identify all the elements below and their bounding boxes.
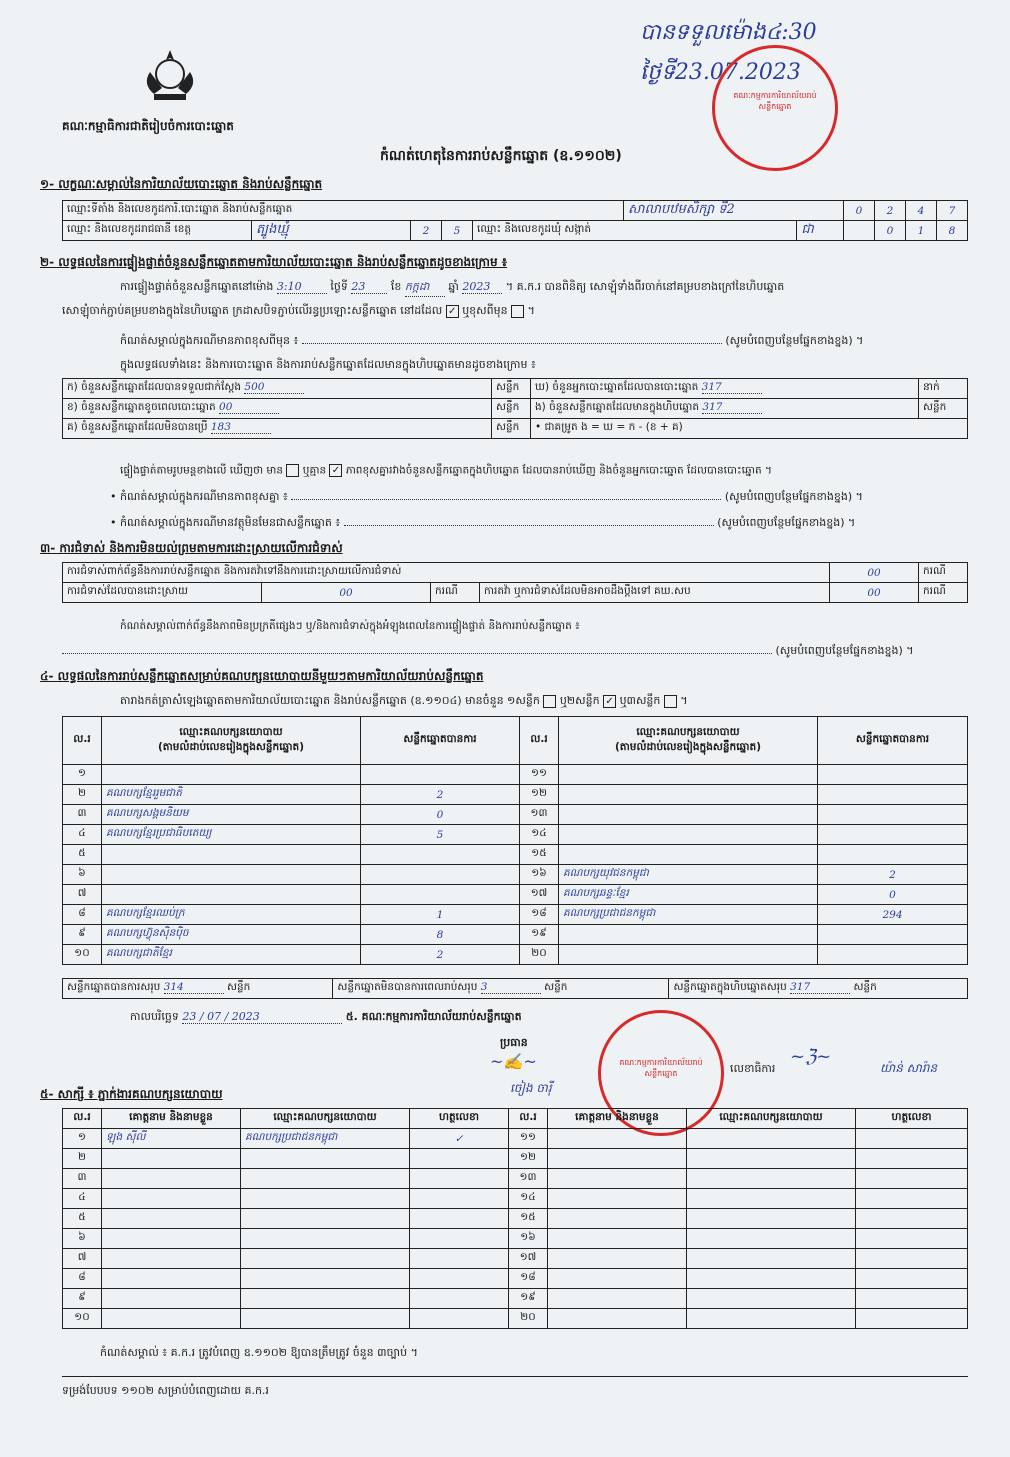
witness-name-right (548, 1229, 687, 1249)
party-votes-right: 2 (818, 865, 968, 885)
witness-no-right: ១១ (509, 1129, 548, 1149)
witness-row (63, 1149, 968, 1169)
party-row (63, 925, 968, 945)
check-time-label: ការផ្ទៀងផ្ទាត់ចំនួនសន្លឹកឆ្នោតនៅម៉ោង (120, 280, 274, 293)
two-sheets-checkbox[interactable]: ✓ (603, 695, 616, 708)
section1-title: ១- លក្ខណៈសម្គាល់នៃការិយាល័យបោះឆ្នោត និងរាប់សន្លឹកឆ្នោត (40, 177, 323, 191)
witness-name-left (102, 1269, 241, 1289)
location-code-2: 2 (875, 201, 906, 221)
chair-label: ប្រធាន (500, 1036, 528, 1049)
witness-party-left (241, 1189, 410, 1209)
party-votes-left (361, 845, 520, 865)
different-label: ឬខុសពីមុន (462, 304, 508, 317)
check-line-1-tail: ។ គ.ក.រ បានពិនិត្យ សោឡុំទាំងពីរចាក់នៅគម្របខាងក្រៅនៃហិបឆ្នោត (505, 280, 785, 293)
date-line (130, 1010, 522, 1026)
irregularity-field[interactable] (62, 653, 772, 654)
bullet-1-field[interactable] (291, 499, 721, 500)
party-votes-left: 8 (361, 925, 520, 945)
witness-no-right: ២០ (509, 1309, 548, 1329)
bullet-2-hint: (សូមបំពេញបន្ថែមផ្នែកខាងខ្នង) ។ (717, 516, 856, 529)
party-no-left: ៧ (63, 885, 102, 905)
party-no-left: ១០ (63, 945, 102, 965)
col-party-right: ឈ្មោះគណបក្សនយោបាយ (តាមលំដាប់លេខរៀងក្នុងសន្លឹកឆ្នោត) (559, 717, 818, 765)
witness-no-left: ១ (63, 1129, 102, 1149)
day-label: ថ្ងៃទី (330, 280, 348, 293)
discrepancy-tail: ភាពខុសគ្នារវាងចំនួនសន្លឹកឆ្នោតក្នុងហិបឆ្នោត ដែលបានរាប់ឃើញ និងចំនួនអ្នកបោះឆ្នោត ដែលបានបោះឆ្នោត ។ (345, 464, 772, 477)
party-no-left: ២ (63, 785, 102, 805)
witness-row (63, 1229, 968, 1249)
witness-name-left (102, 1209, 241, 1229)
witness-party-right (687, 1289, 856, 1309)
objection-table (62, 562, 968, 603)
party-name-left (102, 865, 361, 885)
discrepancy-none-label: ឬគ្មាន (302, 464, 327, 477)
commune-label: ឈ្មោះ និងលេខកូដឃុំ សង្កាត់ (473, 221, 797, 241)
witness-signature-left (410, 1289, 509, 1309)
difference-note-line (120, 334, 863, 350)
col-party-left: ឈ្មោះគណបក្សនយោបាយ (តាមលំដាប់លេខរៀងក្នុងសន្លឹកឆ្នោត) (102, 717, 361, 765)
party-no-right: ១៣ (520, 805, 559, 825)
witness-no-right: ១៦ (509, 1229, 548, 1249)
results-intro: ក្នុងលទ្ធផលទាំងនេះ និងការបោះឆ្នោត និងការរាប់សន្លឹកឆ្នោតដែលមានក្នុងហិបឆ្នោតមានដូចខាងក្រោម ៖ (120, 358, 536, 371)
witness-signature-left (410, 1149, 509, 1169)
three-sheets-label: ឬ៣សន្លឹក (619, 694, 661, 707)
party-name-right (559, 805, 818, 825)
party-votes-left: 2 (361, 945, 520, 965)
witness-name-left (102, 1149, 241, 1169)
commune-code-3: 8 (937, 221, 968, 241)
col-no-left: ល.រ (63, 717, 102, 765)
witness-party-right (687, 1149, 856, 1169)
witness-col-party-left: ឈ្មោះគណបក្សនយោបាយ (241, 1109, 410, 1129)
province-label: ឈ្មោះ និងលេខកូដរាជធានី ខេត្ត (63, 221, 252, 241)
objection-unit: ករណី (919, 563, 968, 583)
discrepancy-label: ផ្ទៀងផ្ទាត់តាមរូបមន្តខាងលើ ឃើញថា មាន (120, 464, 284, 477)
invalid-total-value: 3 (481, 981, 541, 994)
date-value: 23 / 07 / 2023 (182, 1010, 342, 1024)
witness-party-left (241, 1209, 410, 1229)
witness-party-left (241, 1149, 410, 1169)
witness-name-left (102, 1309, 241, 1329)
box-unit: សន្លឹក (919, 399, 968, 419)
three-sheets-checkbox[interactable] (664, 695, 677, 708)
witness-signature-right (856, 1269, 968, 1289)
witness-signature-right (856, 1169, 968, 1189)
voters-unit: នាក់ (919, 379, 968, 399)
party-row (63, 845, 968, 865)
witness-signature-right (856, 1309, 968, 1329)
witness-party-left: គណបក្សប្រជាជនកម្ពុជា (241, 1129, 410, 1149)
witness-party-left (241, 1229, 410, 1249)
location-code-3: 4 (906, 201, 937, 221)
witness-name-right (548, 1169, 687, 1189)
witness-col-no-left: ល.រ (63, 1109, 102, 1129)
year-label: ឆ្នាំ (448, 280, 459, 293)
unused-ballots-value: 183 (211, 421, 271, 434)
witness-signature-left (410, 1269, 509, 1289)
party-votes-right (818, 765, 968, 785)
party-row (63, 945, 968, 965)
party-no-left: ៥ (63, 845, 102, 865)
witness-no-right: ១៨ (509, 1269, 548, 1289)
commune-code-1: 0 (875, 221, 906, 241)
party-name-left: គណបក្សខ្មែរឈប់ក្រ (102, 905, 361, 925)
witness-name-right (548, 1289, 687, 1309)
difference-note-hint: (សូមបំពេញបន្ថែមផ្នែកខាងខ្នង) ។ (725, 334, 864, 347)
footer-divider (62, 1376, 968, 1377)
location-code-4: 7 (937, 201, 968, 221)
party-no-left: ៣ (63, 805, 102, 825)
secretary-signature: ~ℨ~ (790, 1046, 832, 1067)
check-line-2-text: សោឡុំចាក់ភ្ជាប់គម្របខាងក្នុងនៃហិបឆ្នោត ក្រដាសបិទភ្ជាប់លើរន្ធប្រឡោះសន្លឹកឆ្នោត នៅដដែល (62, 304, 443, 317)
national-emblem-icon (140, 48, 200, 104)
discrepancy-none-checkbox[interactable]: ✓ (329, 464, 342, 477)
month-label: ខែ (390, 280, 402, 293)
witness-row (63, 1249, 968, 1269)
witness-no-left: ៨ (63, 1269, 102, 1289)
discrepancy-yes-checkbox[interactable] (286, 464, 299, 477)
witness-party-left (241, 1289, 410, 1309)
witness-signature-left (410, 1309, 509, 1329)
box-total: សន្លឹកឆ្នោតក្នុងហិបឆ្នោតសរុប 317 សន្លឹក (669, 979, 968, 999)
party-name-left: គណបក្សខ្មែររួមជាតិ (102, 785, 361, 805)
witness-signature-right (856, 1149, 968, 1169)
party-name-left (102, 845, 361, 865)
voters-count: ឃ) ចំនួនអ្នកបោះឆ្នោតដែលបានបោះឆ្នោត 317 (531, 379, 919, 399)
witness-col-name-left: គោត្តនាម និងនាមខ្លួន (102, 1109, 241, 1129)
check-month: កក្កដា (405, 280, 445, 297)
province-code-1: 2 (411, 221, 442, 241)
party-no-left: ៨ (63, 905, 102, 925)
witness-name-right (548, 1249, 687, 1269)
witness-signature-left (410, 1249, 509, 1269)
witness-signature-left (410, 1189, 509, 1209)
witness-name-right (548, 1309, 687, 1329)
witness-name-right (548, 1269, 687, 1289)
witness-no-right: ១៤ (509, 1189, 548, 1209)
witness-party-right (687, 1229, 856, 1249)
committee-label: ៥. គណៈកម្មការការិយាល័យរាប់សន្លឹកឆ្នោត (345, 1010, 522, 1023)
party-name-right (559, 925, 818, 945)
ballot-count-table (62, 378, 968, 439)
two-sheets-label: ឬ២សន្លឹក (559, 694, 600, 707)
party-row (63, 825, 968, 845)
party-votes-right (818, 805, 968, 825)
stamp-bottom-text: គណៈកម្មការការិយាល័យរាប់សន្លឹកឆ្នោត (619, 1058, 703, 1078)
witness-row (63, 1169, 968, 1189)
received-ballots: ក) ចំនួនសន្លឹកឆ្នោតដែលបានទទួលជាក់ស្តែង 500 (63, 379, 492, 399)
witness-name-left: ឡុង ស៊ីលី (102, 1129, 241, 1149)
chair-signature: ~✍~ (490, 1052, 537, 1071)
party-name-right: គណបក្សយុវជនកម្ពុជា (559, 865, 818, 885)
chair-name: ចៀង ចារ៉ី (510, 1081, 552, 1095)
witness-name-right (548, 1209, 687, 1229)
valid-total-value: 314 (164, 981, 224, 994)
party-votes-right: 294 (818, 905, 968, 925)
one-sheet-checkbox[interactable] (543, 695, 556, 708)
party-votes-left (361, 765, 520, 785)
witness-col-sign-left: ហត្ថលេខា (410, 1109, 509, 1129)
witness-col-party-right: ឈ្មោះគណបក្សនយោបាយ (687, 1109, 856, 1129)
witness-party-left (241, 1169, 410, 1189)
witness-signature-left (410, 1169, 509, 1189)
witness-name-left (102, 1289, 241, 1309)
witness-name-left (102, 1249, 241, 1269)
witness-party-left (241, 1269, 410, 1289)
witness-no-left: ២ (63, 1149, 102, 1169)
same-checkbox[interactable]: ✓ (446, 305, 459, 318)
witness-row (63, 1309, 968, 1329)
irregularity-line (62, 644, 914, 660)
party-votes-left: 1 (361, 905, 520, 925)
party-name-left: គណបក្សសង្គមនិយម (102, 805, 361, 825)
province-code-2: 5 (442, 221, 473, 241)
footer-note: កំណត់សម្គាល់ ៖ គ.ក.រ ត្រូវបំពេញ ឧ.១១០២ ឱ្យបានត្រឹមត្រូវ ចំនួន ៣ច្បាប់ ។ (100, 1346, 418, 1359)
party-row (63, 805, 968, 825)
party-row (63, 905, 968, 925)
bullet-1 (110, 490, 863, 506)
party-no-right: ២០ (520, 945, 559, 965)
form-footer: ទម្រង់បែបបទ ១១០២ សម្រាប់បំពេញដោយ គ.ក.រ (62, 1384, 269, 1397)
witness-signature-left (410, 1209, 509, 1229)
witness-row (63, 1269, 968, 1289)
bullet-2-field[interactable] (344, 525, 714, 526)
witness-name-left (102, 1229, 241, 1249)
section1-table (62, 200, 968, 241)
witness-no-left: ៧ (63, 1249, 102, 1269)
discrepancy-line (120, 464, 772, 480)
handwritten-received-date: ថ្ងៃទី23.07.2023 (640, 60, 801, 85)
party-results-table (62, 716, 968, 965)
box-ballots-value: 317 (702, 401, 762, 414)
bullet-1-hint: (សូមបំពេញបន្ថែមផ្នែកខាងខ្នង) ។ (724, 490, 863, 503)
resolved-label: ការជំទាស់ដែលបានដោះស្រាយ (63, 583, 262, 603)
province-value: ត្បូងឃ្មុំ (252, 221, 411, 241)
party-votes-left (361, 865, 520, 885)
tally-sheet-label: តារាងកត់ត្រាសំឡេងឆ្នោតតាមការិយាល័យបោះឆ្នោត និងរាប់សន្លឹកឆ្នោត (ឧ.១១០៤) មានចំនួន ១សន្លឹក (120, 694, 540, 707)
witness-signature-right (856, 1289, 968, 1309)
party-votes-left: 0 (361, 805, 520, 825)
box-total-value: 317 (790, 981, 850, 994)
party-name-left: គណបក្សហ៊្វុនស៊ិនប៉ិច (102, 925, 361, 945)
valid-total: សន្លឹកឆ្នោតបានការសរុប 314 សន្លឹក (63, 979, 333, 999)
party-row (63, 885, 968, 905)
handwritten-received-time: បានទទួលម៉ោង៤:30 (640, 20, 817, 45)
secretary-name: យ៉ាន់ សារ៉ាន (880, 1061, 938, 1075)
appeal-label: ការតវ៉ា ឬការជំទាស់ដែលមិនអាចដឹងប្តឹងទៅ គឃ.សប (480, 583, 830, 603)
party-no-left: ៩ (63, 925, 102, 945)
appeal-value: 00 (830, 583, 919, 603)
witness-signature-right (856, 1209, 968, 1229)
resolved-value: 00 (262, 583, 431, 603)
party-no-left: ៦ (63, 865, 102, 885)
witness-party-right (687, 1309, 856, 1329)
official-stamp-top (712, 45, 838, 171)
appeal-unit: ករណី (919, 583, 968, 603)
witness-party-left (241, 1249, 410, 1269)
party-name-right (559, 785, 818, 805)
party-no-left: ១ (63, 765, 102, 785)
witness-col-no-right: ល.រ (509, 1109, 548, 1129)
col-no-right: ល.រ (520, 717, 559, 765)
section5-title: ៥- សាក្សី ៖ ភ្នាក់ងារគណបក្សនយោបាយ (40, 1087, 223, 1101)
committee-name: គណៈកម្មាធិការជាតិរៀបចំការបោះឆ្នោត (62, 119, 234, 133)
tally-sheet-line: តារាងកត់ត្រាសំឡេងឆ្នោតតាមការិយាល័យបោះឆ្នោត និងរាប់សន្លឹកឆ្នោត (ឧ.១១០៤) មានចំនួន ១សន្លឹក ឬ២សន្លឹក ✓ ឬ៣សន្លឹក ។ (120, 694, 688, 707)
witness-signature-left (410, 1229, 509, 1249)
received-ballots-value: 500 (244, 381, 304, 394)
commune-code-blank (844, 221, 875, 241)
date-label: កាលបរិច្ឆេទ (130, 1010, 179, 1023)
witness-name-left (102, 1169, 241, 1189)
party-no-right: ១១ (520, 765, 559, 785)
witness-name-right (548, 1189, 687, 1209)
witness-name-right (548, 1149, 687, 1169)
irregularity-note: កំណត់សម្គាល់ពាក់ព័ន្ធនឹងភាពមិនប្រក្រតីផ្សេងៗ ឬ/និងការជំទាស់ក្នុងអំឡុងពេលនៃការផ្ទៀងផ្ទាត់ និងការរាប់សន្លឹកឆ្នោត ៖ (120, 620, 580, 632)
box-ballots: ង) ចំនួនសន្លឹកឆ្នោតដែលមានក្នុងហិបឆ្នោត 317 (531, 399, 919, 419)
party-votes-right (818, 945, 968, 965)
objection-label: ការជំទាស់ពាក់ព័ន្ធនឹងការរាប់សន្លឹកឆ្នោត និងការតវ៉ាទៅនឹងការដោះស្រាយលើការជំទាស់ (63, 563, 830, 583)
party-name-right (559, 765, 818, 785)
witness-table (62, 1108, 968, 1329)
unused-ballots: គ) ចំនួនសន្លឹកឆ្នោតដែលមិនបានប្រើ 183 (63, 419, 492, 439)
check-year: 2023 (462, 280, 502, 294)
party-no-right: ១៤ (520, 825, 559, 845)
witness-name-right (548, 1129, 687, 1149)
invalid-total: សន្លឹកឆ្នោតមិនបានការពេលរាប់សរុប 3 សន្លឹក (333, 979, 669, 999)
party-row (63, 785, 968, 805)
difference-note-label: កំណត់សម្គាល់ក្នុងករណីមានភាពខុសពីមុន ៖ (120, 334, 299, 347)
section2-title: ២- លទ្ធផលនៃការផ្ទៀងផ្ទាត់ចំនួនសន្លឹកឆ្នោតតាមការិយាល័យបោះឆ្នោត និងរាប់សន្លឹកឆ្នោតដូចខាងក្រោម ៖ (40, 255, 508, 269)
witness-signature-left: ✓ (410, 1129, 509, 1149)
form-title: កំណត់ហេតុនៃការរាប់សន្លឹកឆ្នោត (ឧ.១១០២) (380, 148, 622, 164)
stamp-top-text: គណៈកម្មការការិយាល័យរាប់សន្លឹកឆ្នោត (733, 91, 817, 111)
witness-signature-right (856, 1249, 968, 1269)
party-no-right: ១២ (520, 785, 559, 805)
party-name-right (559, 825, 818, 845)
party-no-right: ១៥ (520, 845, 559, 865)
col-votes-right: សន្លឹកឆ្នោតបានការ (818, 717, 968, 765)
check-day: 23 (351, 280, 387, 294)
witness-no-left: ៩ (63, 1289, 102, 1309)
witness-no-left: ៣ (63, 1169, 102, 1189)
spoiled-unit: សន្លឹក (492, 399, 531, 419)
witness-no-left: ១០ (63, 1309, 102, 1329)
party-votes-left: 2 (361, 785, 520, 805)
received-unit: សន្លឹក (492, 379, 531, 399)
party-votes-left (361, 885, 520, 905)
party-name-left (102, 765, 361, 785)
party-name-left (102, 885, 361, 905)
bullet-2 (110, 516, 855, 532)
witness-party-right (687, 1269, 856, 1289)
spoiled-ballots: ខ) ចំនួនសន្លឹកឆ្នោតខូចពេលបោះឆ្នោត 00 (63, 399, 492, 419)
witness-row (63, 1289, 968, 1309)
party-row (63, 765, 968, 785)
witness-no-right: ១៣ (509, 1169, 548, 1189)
party-votes-left: 5 (361, 825, 520, 845)
party-no-right: ១៦ (520, 865, 559, 885)
party-name-right: គណបក្សប្រជាជនកម្ពុជា (559, 905, 818, 925)
witness-no-right: ១៩ (509, 1289, 548, 1309)
irregularity-hint: (សូមបំពេញបន្ថែមផ្នែកខាងខ្នង) ។ (775, 644, 914, 657)
party-name-right (559, 845, 818, 865)
party-no-right: ១៧ (520, 885, 559, 905)
witness-row (63, 1129, 968, 1149)
objection-value: 00 (830, 563, 919, 583)
witness-signature-right (856, 1229, 968, 1249)
resolved-unit: ករណី (431, 583, 480, 603)
check-line-1 (120, 280, 784, 297)
totals-table (62, 978, 968, 999)
witness-col-name-right: គោត្តនាម និងនាមខ្លួន (548, 1109, 687, 1129)
witness-row (63, 1209, 968, 1229)
witness-party-right (687, 1209, 856, 1229)
witness-party-right (687, 1189, 856, 1209)
section4-title: ៤- លទ្ធផលនៃការរាប់សន្លឹកឆ្នោតសម្រាប់គណបក្សនយោបាយនីមួយៗតាមការិយាល័យរាប់សន្លឹកឆ្នោត (40, 669, 484, 683)
bullet-2-label: • កំណត់សម្គាល់ក្នុងករណីមានវត្ថុមិនមែនជាសន្លឹកឆ្នោត ៖ (110, 516, 341, 529)
witness-name-left (102, 1189, 241, 1209)
witness-row (63, 1189, 968, 1209)
party-name-right (559, 945, 818, 965)
witness-party-right (687, 1249, 856, 1269)
commune-code-2: 1 (906, 221, 937, 241)
voters-count-value: 317 (702, 381, 762, 394)
party-name-right: គណបក្សឆន្ទៈខ្មែរ (559, 885, 818, 905)
witness-no-right: ១៧ (509, 1249, 548, 1269)
col-votes-left: សន្លឹកឆ្នោតបានការ (361, 717, 520, 765)
party-no-right: ១៨ (520, 905, 559, 925)
different-checkbox[interactable] (511, 305, 524, 318)
party-no-left: ៤ (63, 825, 102, 845)
party-votes-right: 0 (818, 885, 968, 905)
witness-party-right (687, 1129, 856, 1149)
witness-col-sign-right: ហត្ថលេខា (856, 1109, 968, 1129)
witness-no-right: ១៥ (509, 1209, 548, 1229)
witness-no-left: ៥ (63, 1209, 102, 1229)
witness-signature-right (856, 1189, 968, 1209)
party-name-left: គណបក្សជាតិខ្មែរ (102, 945, 361, 965)
party-votes-right (818, 785, 968, 805)
spoiled-ballots-value: 00 (219, 401, 279, 414)
check-time: 3:10 (277, 280, 327, 294)
section3-title: ៣- ការជំទាស់ និងការមិនយល់ព្រមតាមការដោះស្រាយលើការជំទាស់ (40, 541, 343, 555)
party-no-right: ១៩ (520, 925, 559, 945)
formula: • ជាគម្រូត ង = ឃ = ក - (ខ + គ) (531, 419, 968, 439)
party-votes-right (818, 845, 968, 865)
location-value: សាលាបឋមសិក្សា ទី2 (623, 201, 843, 221)
party-votes-right (818, 825, 968, 845)
bullet-1-label: • កំណត់សម្គាល់ក្នុងករណីមានភាពខុសគ្នា ៖ (110, 490, 288, 503)
location-label: ឈ្មោះទីតាំង និងលេខកូដការិ.បោះឆ្នោត និងរាប់សន្លឹកឆ្នោត (63, 201, 624, 221)
witness-no-right: ១២ (509, 1149, 548, 1169)
difference-note-field[interactable] (302, 343, 722, 344)
check-line-2: សោឡុំចាក់ភ្ជាប់គម្របខាងក្នុងនៃហិបឆ្នោត ក្រដាសបិទភ្ជាប់លើរន្ធប្រឡោះសន្លឹកឆ្នោត នៅដដែល ✓ ឬខុសពីមុន ។ (62, 304, 535, 317)
witness-no-left: ៦ (63, 1229, 102, 1249)
commune-value: ជា (797, 221, 844, 241)
witness-party-right (687, 1169, 856, 1189)
unused-unit: សន្លឹក (492, 419, 531, 439)
witness-no-left: ៤ (63, 1189, 102, 1209)
secretary-label: លេខាធិការ (730, 1062, 776, 1075)
party-name-left: គណបក្សខ្មែរប្រជាធិបតេយ្យ (102, 825, 361, 845)
witness-party-left (241, 1309, 410, 1329)
witness-signature-right (856, 1129, 968, 1149)
party-row (63, 865, 968, 885)
party-votes-right (818, 925, 968, 945)
location-code-1: 0 (844, 201, 875, 221)
